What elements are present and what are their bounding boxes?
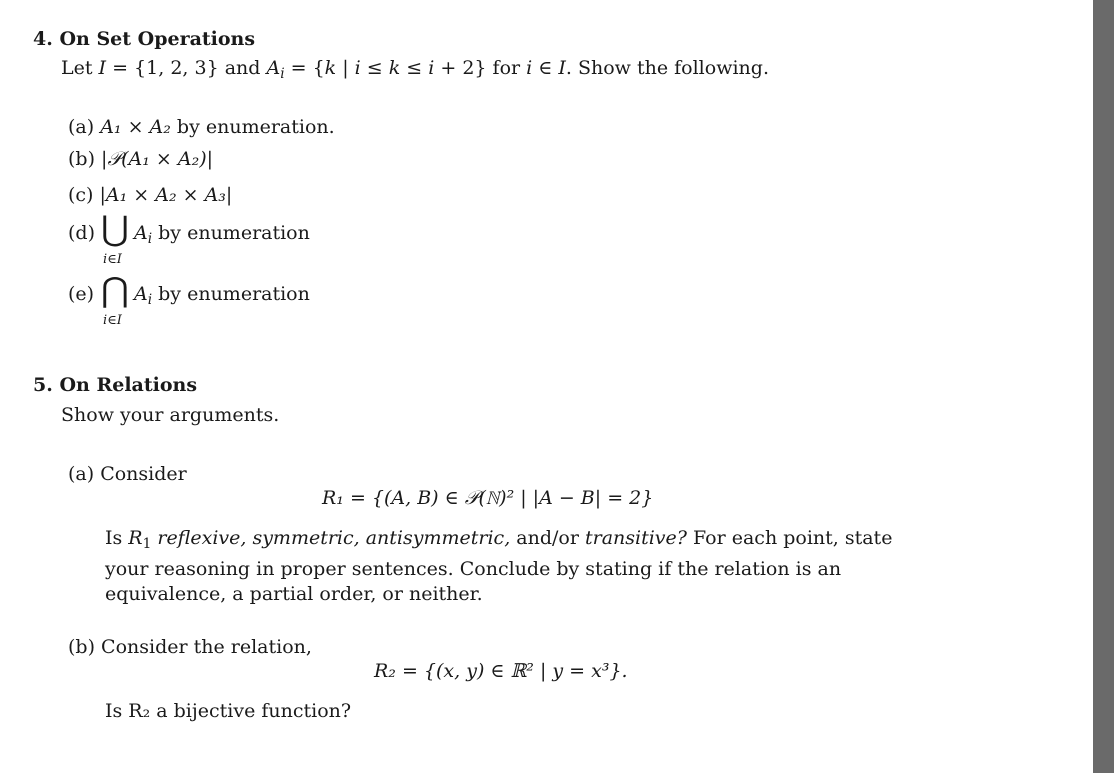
q4-item-d-body [134, 222, 310, 247]
question-text: For each point, state your reasoning in proper sentences. Conclude by stating if the relation is an equivalence, a partial order, or neither. [105, 527, 893, 605]
intro-text: = { [284, 57, 325, 79]
question-properties: reflexive, symmetric, antisymmetric, [157, 527, 511, 549]
intro-text: | [336, 57, 355, 79]
q5-item-a [68, 463, 187, 485]
intro-text: ≤ [360, 57, 389, 79]
question-subscript: 1 [142, 535, 152, 552]
q5-title: On Relations [59, 374, 198, 396]
q4-item-c [68, 184, 232, 206]
q4-title: On Set Operations [59, 28, 256, 50]
item-expression: |𝒫(A₁ × A₂)| [101, 148, 214, 170]
item-expression: |A₁ × A₂ × A₃| [99, 184, 233, 206]
q5-number: 5. [33, 374, 53, 396]
intersection-index: i∈I [103, 313, 122, 328]
q4-item-d [68, 222, 95, 244]
intro-subscript: i [280, 65, 285, 82]
item-label: (d) [68, 222, 95, 244]
question-text: and/or [510, 527, 585, 549]
item-text: Consider the relation, [101, 636, 312, 658]
item-var: A [134, 222, 148, 244]
big-union-symbol: ⋃ [101, 209, 129, 249]
item-expression: A₁ × A₂ [100, 116, 171, 138]
item-label: (b) [68, 148, 95, 170]
item-text: by enumeration. [170, 116, 335, 138]
q4-item-e-body [134, 283, 310, 308]
item-text: by enumeration [152, 283, 310, 305]
q5-item-b [68, 636, 312, 658]
intro-var: i [428, 57, 435, 79]
intro-text: ∈ [532, 57, 559, 79]
item-label: (a) [68, 463, 95, 485]
item-label: (b) [68, 636, 95, 658]
union-index: i∈I [103, 252, 122, 267]
q4-heading [33, 28, 255, 50]
r1-formula: R₁ = {(A, B) ∈ 𝒫(ℕ)² | |A − B| = 2} [322, 487, 654, 509]
q5-heading [33, 374, 197, 396]
intro-text: . Show the following. [565, 57, 769, 79]
r2-formula: R₂ = {(x, y) ∈ ℝ² | y = x³}. [374, 660, 628, 682]
item-label: (a) [68, 116, 95, 138]
intro-text: Let [61, 57, 99, 79]
item-subscript: i [147, 291, 153, 308]
q4-item-b [68, 148, 213, 170]
item-text: Consider [100, 463, 187, 485]
intro-var: i [526, 57, 533, 79]
item-var: A [134, 283, 148, 305]
q5-intro: Show your arguments. [61, 404, 280, 426]
q4-intro [61, 57, 769, 82]
q4-number: 4. [33, 28, 53, 50]
q4-item-e [68, 283, 94, 305]
intro-var: k [324, 57, 337, 79]
intro-var: I [98, 57, 107, 79]
intro-text: + 2} for [434, 57, 527, 79]
question-properties: transitive? [584, 527, 687, 549]
item-label: (c) [68, 184, 94, 206]
big-intersection-symbol: ⋂ [101, 270, 129, 310]
intro-text: ≤ [400, 57, 429, 79]
intro-var: k [388, 57, 401, 79]
scrollbar[interactable] [1093, 0, 1114, 773]
intro-var: A [266, 57, 281, 79]
item-text: by enumeration [152, 222, 310, 244]
item-label: (e) [68, 283, 95, 305]
intro-var: i [354, 57, 361, 79]
intro-var: I [558, 57, 566, 79]
intro-text: = {1, 2, 3} and [106, 57, 267, 79]
q5-b-question: Is R₂ a bijective function? [105, 700, 352, 722]
question-text: Is [105, 527, 129, 549]
item-subscript: i [147, 230, 153, 247]
question-var: R [128, 527, 143, 549]
q4-item-a [68, 116, 335, 138]
q5-a-question [105, 526, 913, 607]
